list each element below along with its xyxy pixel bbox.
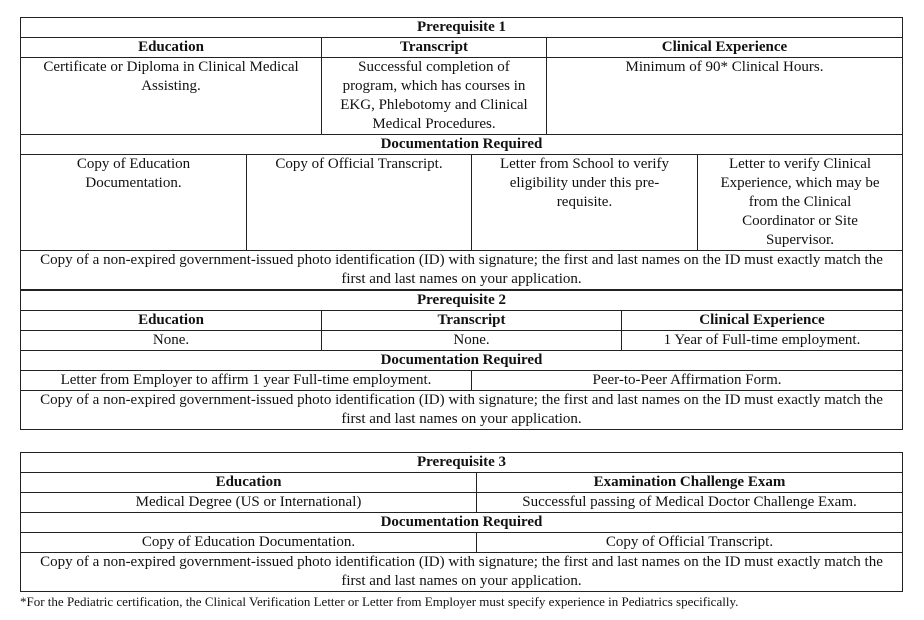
documentation-required-header: Documentation Required	[21, 513, 903, 533]
prerequisite-3-title: Prerequisite 3	[21, 453, 903, 473]
education-value: None.	[21, 331, 322, 351]
clinical-experience-header: Clinical Experience	[547, 38, 903, 58]
id-requirement: Copy of a non-expired government-issued photo identification (ID) with signature; the first and last names on the ID must exactly match the first and last names on your application.	[21, 391, 903, 430]
id-requirement: Copy of a non-expired government-issued photo identification (ID) with signature; the first and last names on the ID must exactly match the first and last names on your application.	[21, 251, 903, 290]
doc-education: Copy of Education Documentation.	[21, 533, 477, 553]
clinical-experience-value: 1 Year of Full-time employment.	[622, 331, 903, 351]
doc-transcript: Copy of Official Transcript.	[247, 155, 472, 251]
doc-employer-letter: Letter from Employer to affirm 1 year Full-time employment.	[21, 371, 472, 391]
documentation-required-header: Documentation Required	[21, 135, 903, 155]
doc-school-letter: Letter from School to verify eligibility under this pre-requisite.	[472, 155, 698, 251]
documentation-required-header: Documentation Required	[21, 351, 903, 371]
prerequisite-1-title: Prerequisite 1	[21, 18, 903, 38]
footnote: *For the Pediatric certification, the Clinical Verification Letter or Letter from Employer must specify experience in Pediatrics specifically.	[20, 594, 739, 609]
transcript-header: Transcript	[322, 38, 547, 58]
prerequisite-2-table	[20, 290, 903, 430]
education-header: Education	[21, 473, 477, 493]
challenge-exam-value: Successful passing of Medical Doctor Challenge Exam.	[477, 493, 903, 513]
education-value: Medical Degree (US or International)	[21, 493, 477, 513]
doc-transcript: Copy of Official Transcript.	[477, 533, 903, 553]
transcript-value: None.	[322, 331, 622, 351]
prerequisite-3-table	[20, 452, 903, 592]
clinical-experience-value: Minimum of 90* Clinical Hours.	[547, 58, 903, 135]
doc-clinical-letter: Letter to verify Clinical Experience, which may be from the Clinical Coordinator or Site Supervisor.	[698, 155, 903, 251]
challenge-exam-header: Examination Challenge Exam	[477, 473, 903, 493]
prerequisite-1-table	[20, 17, 903, 290]
education-header: Education	[21, 38, 322, 58]
education-value: Certificate or Diploma in Clinical Medical Assisting.	[21, 58, 322, 135]
doc-peer-affirmation: Peer-to-Peer Affirmation Form.	[472, 371, 903, 391]
education-header: Education	[21, 311, 322, 331]
transcript-header: Transcript	[322, 311, 622, 331]
doc-education: Copy of Education Documentation.	[21, 155, 247, 251]
clinical-experience-header: Clinical Experience	[622, 311, 903, 331]
prerequisite-2-title: Prerequisite 2	[21, 291, 903, 311]
transcript-value: Successful completion of program, which has courses in EKG, Phlebotomy and Clinical Medical Procedures.	[322, 58, 547, 135]
id-requirement: Copy of a non-expired government-issued photo identification (ID) with signature; the first and last names on the ID must exactly match the first and last names on your application.	[21, 553, 903, 592]
